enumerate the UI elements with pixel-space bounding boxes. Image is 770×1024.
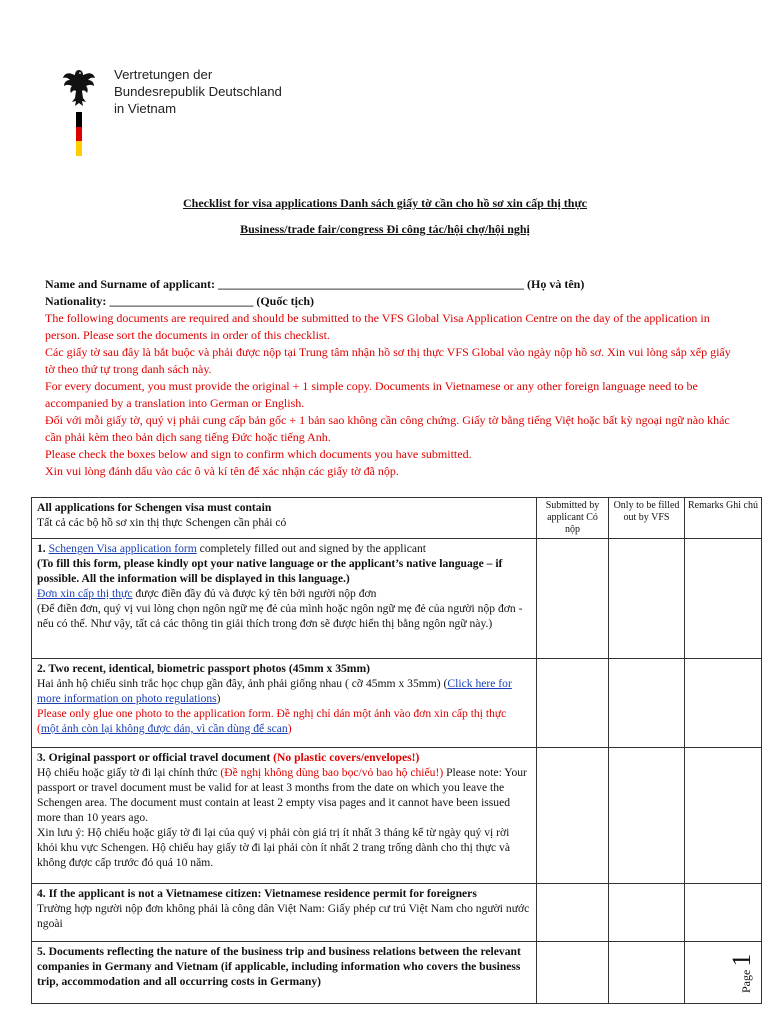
vfs-column-header: Only to be filled out by VFS <box>609 498 685 539</box>
photo-scan-link[interactable]: một ảnh còn lại không được dán, vì cần dùng để scan <box>40 722 288 735</box>
application-form-link-vi[interactable]: Đơn xin cấp thị thực <box>37 587 133 600</box>
remarks-cell[interactable] <box>685 748 762 884</box>
table-row <box>32 748 762 884</box>
remarks-column-header: Remarks Ghi chú <box>685 498 762 539</box>
table-row <box>32 884 762 942</box>
checklist-table <box>31 497 762 1004</box>
remarks-cell[interactable] <box>685 659 762 748</box>
row-application-form: 1. Schengen Visa application form completely filled out and signed by the applicant (To fill this form, please kindly opt your native language or the applicant’s native language – if possible. All the information will be displayed in this language.) Đơn xin cấp thị thực được điền đầy đủ và được ký tên bởi người nộp đơn (Để điền đơn, quý vị vui lòng chọn ngôn ngữ mẹ đẻ của mình hoặc ngôn ngữ mẹ đẻ của người nộp đơn - nếu có thể. Như vậy, tất cả các thông tin giải thích trong đơn sẽ được hiển thị bằng ngôn ngữ này.) <box>32 539 537 659</box>
row-residence-permit: 4. If the applicant is not a Vietnamese citizen: Vietnamese residence permit for foreigners Trường hợp người nộp đơn không phải là công dân Việt Nam: Giấy phép cư trú Việt Nam cho người nước ngoài <box>32 884 537 942</box>
application-form-link[interactable]: Schengen Visa application form <box>48 542 197 555</box>
applicant-name-field[interactable]: Name and Surname of applicant: ___________________________________________________ (Họ và tên) <box>45 277 585 291</box>
row-passport: 3. Original passport or official travel document (No plastic covers/envelopes!) Hộ chiếu hoặc giấy tờ đi lại chính thức (Đề nghị không dùng bao bọc/vỏ bao hộ chiếu!) Please note: Your passport or travel document must be valid for at least 3 months from the date on which you leave the Schengen area. The document must contain at least 2 empty visa pages and it cannot have been issued more than 10 years ago. Xin lưu ý: Hộ chiếu hoặc giấy tờ đi lại của quý vị phải còn giá trị ít nhất 3 tháng kể từ ngày quý vị rời khỏi khu vực Schengen. Hộ chiếu hay giấy tờ đi lại phải còn ít nhất 2 trang trống dành cho thị thực và không được cấp trước đó quá 10 năm. <box>32 748 537 884</box>
submitted-checkbox[interactable] <box>537 748 609 884</box>
embassy-logo <box>62 66 322 156</box>
vfs-checkbox[interactable] <box>609 884 685 942</box>
table-row <box>32 659 762 748</box>
submitted-column-header: Submitted by applicant Có nộp <box>537 498 609 539</box>
document-subtitle: Business/trade fair/congress Đi công tác/hội chợ/hội nghị <box>240 222 530 236</box>
remarks-cell[interactable] <box>685 884 762 942</box>
document-title: Checklist for visa applications Danh sách giấy tờ cần cho hồ sơ xin cấp thị thực <box>183 196 587 210</box>
submitted-checkbox[interactable] <box>537 884 609 942</box>
photo-regulations-link[interactable]: Click here for more information on photo regulations <box>37 677 512 705</box>
remarks-cell[interactable] <box>685 539 762 659</box>
instructions: The following documents are required and should be submitted to the VFS Global Visa Application Centre on the day of the application in person. Please sort the documents in order of this checklist. Các giấy tờ sau đây là bắt buộc và phải được nộp tại Trung tâm nhận hồ sơ thị thực VFS Global vào ngày nộp hồ sơ. Xin vui lòng sắp xếp giấy tờ theo thứ tự trong danh sách này. For every document, you must provide the original + 1 simple copy. Documents in Vietnamese or any other foreign language need to be accompanied by a translation into German or English. Đối với mỗi giấy tờ, quý vị phải cung cấp bản gốc + 1 bản sao không cần công chứng. Giấy tờ bằng tiếng Việt hoặc bất kỳ ngoại ngữ nào khác cần phải kèm theo bản dịch sang tiếng Đức hoặc tiếng Anh. Please check the boxes below and sign to confirm which documents you have submitted. Xin vui lòng đánh dấu vào các ô và kí tên để xác nhận các giấy tờ đã nộp. <box>45 311 731 478</box>
submitted-checkbox[interactable] <box>537 659 609 748</box>
table-header: All applications for Schengen visa must contain Tất cả các bộ hồ sơ xin thị thực Schengen cần phải có <box>32 498 537 539</box>
federal-eagle-icon <box>62 68 96 112</box>
submitted-checkbox[interactable] <box>537 942 609 1004</box>
row-business-documents: 5. Documents reflecting the nature of the business trip and business relations between the relevant companies in Germany and Vietnam (if applicable, including information who covers the business trip, accommodation and all occurring costs in Germany) <box>32 942 537 1004</box>
submitted-checkbox[interactable] <box>537 539 609 659</box>
table-row <box>32 539 762 659</box>
vfs-checkbox[interactable] <box>609 942 685 1004</box>
nationality-field[interactable]: Nationality: ________________________ (Quốc tịch) <box>45 294 314 308</box>
vfs-checkbox[interactable] <box>609 659 685 748</box>
flag-stripe <box>76 112 82 156</box>
vfs-checkbox[interactable] <box>609 539 685 659</box>
table-row <box>32 942 762 1004</box>
vfs-checkbox[interactable] <box>609 748 685 884</box>
row-photos: 2. Two recent, identical, biometric passport photos (45mm x 35mm) Hai ảnh hộ chiếu sinh trắc học chụp gần đây, ảnh phải giống nhau ( cỡ 45mm x 35mm) (Click here for more information on photo regulations) Please only glue one photo to the application form. Đề nghị chỉ dán một ảnh vào đơn xin cấp thị thực (một ảnh còn lại không được dán, vì cần dùng để scan) <box>32 659 537 748</box>
organization-name: Vertretungen der Bundesrepublik Deutschland in Vietnam <box>114 67 282 116</box>
page-number: Page 1 <box>727 953 756 993</box>
